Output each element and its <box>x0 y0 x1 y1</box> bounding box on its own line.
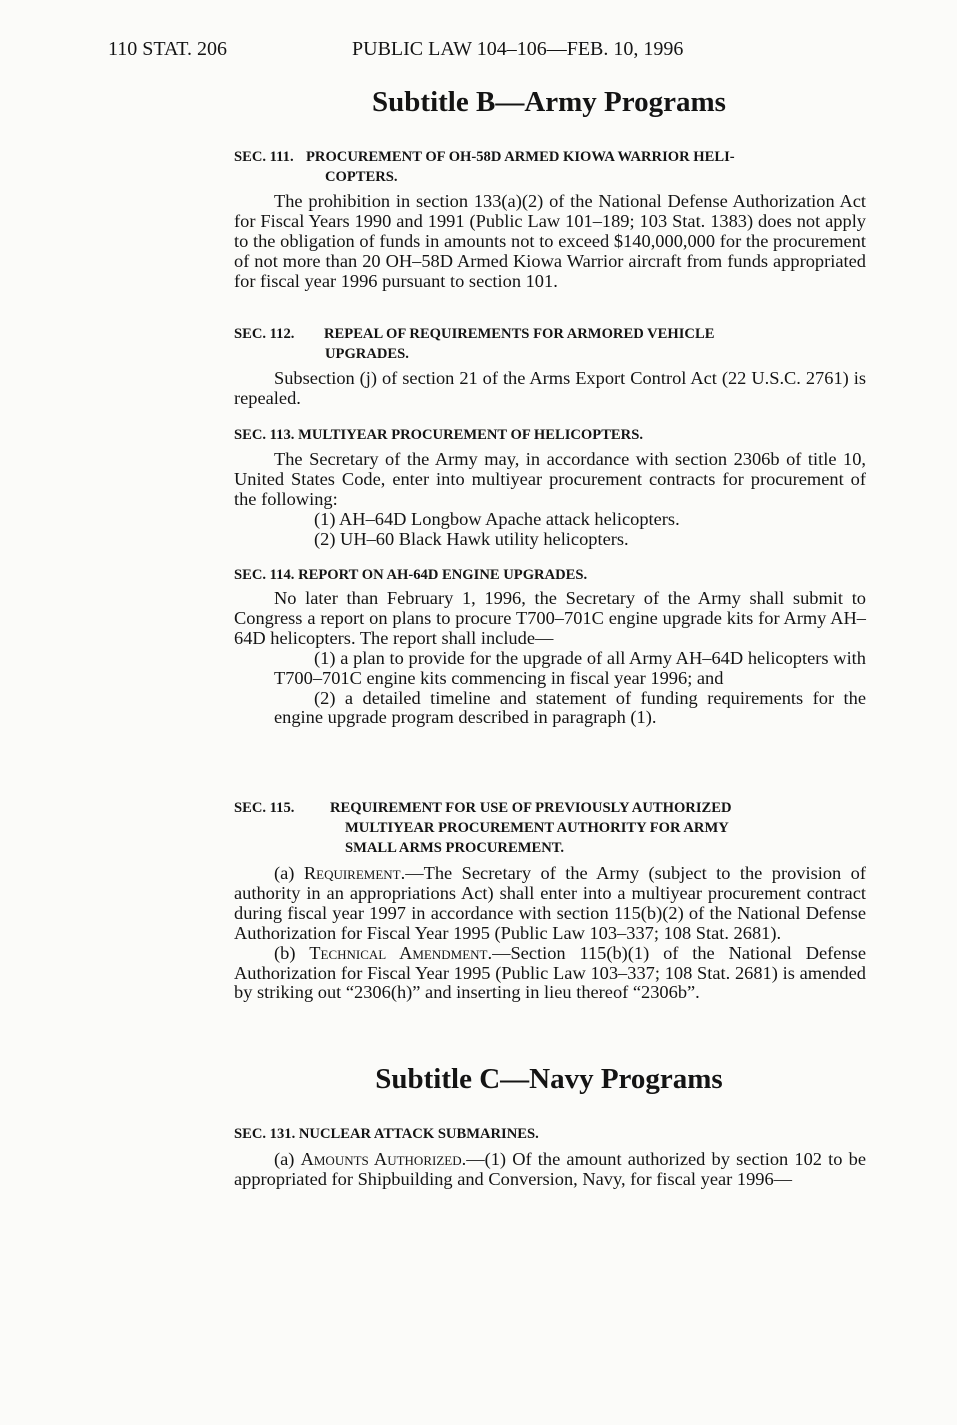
sec-111-body <box>234 192 866 292</box>
sec-131-body <box>234 1150 866 1190</box>
sec-114-body <box>234 589 866 728</box>
sec-113-item-2: (2) UH–60 Black Hawk utility helicopters. <box>314 528 629 549</box>
sec-114-paragraph: No later than February 1, 1996, the Secretary of the Army shall submit to Congress a report on plans to procure T700–701C engine upgrade kits for Army AH–64D helicopters. The report shall include— <box>234 588 866 648</box>
sec-114-heading <box>234 566 866 585</box>
sec-112-paragraph: Subsection (j) of section 21 of the Arms Export Control Act (22 U.S.C. 2761) is repealed. <box>234 368 866 408</box>
sec-113-number: SEC. 113. <box>234 427 295 443</box>
sec-113-item-1: (1) AH–64D Longbow Apache attack helicopters. <box>314 508 680 529</box>
sec-131-subsection-a: (a) Amounts Authorized.—(1) Of the amount authorized by section 102 to be appropriated for Shipbuilding and Conversion, Navy, for fiscal year 1996— <box>234 1149 866 1189</box>
public-law-header: PUBLIC LAW 104–106—FEB. 10, 1996 <box>352 38 684 60</box>
sec-113-heading <box>234 426 866 445</box>
sec-111-heading <box>234 148 866 187</box>
sec-131-heading <box>234 1125 866 1144</box>
sec-131-number: SEC. 131. <box>234 1126 296 1142</box>
sec-115-subsection-a: (a) Requirement.—The Secretary of the Army (subject to the provision of authority in an appropriations Act) shall enter into a multiyear procurement contract during fiscal year 1997 in accordance with section 115(b)(2) of the National Defense Authorization for Fiscal Year 1995 (Public Law 103–337; 108 Stat. 2681). <box>234 863 866 943</box>
sec-115-heading <box>234 799 866 858</box>
subtitle-c-heading: Subtitle C—Navy Programs <box>375 1063 723 1095</box>
sec-114-item-1: (1) a plan to provide for the upgrade of all Army AH–64D helicopters with T700–701C engine kits commencing in fiscal year 1996; and <box>274 647 866 688</box>
sec-113-body <box>234 450 866 550</box>
sec-115-b-heading: Technical Amendment. <box>309 942 493 963</box>
sec-115-number: SEC. 115. <box>234 800 295 816</box>
sec-114-title: REPORT ON AH-64D ENGINE UPGRADES. <box>298 567 588 583</box>
sec-115-title-line3: SMALL ARMS PROCUREMENT. <box>345 840 565 856</box>
sec-114-item-2: (2) a detailed timeline and statement of funding requirements for the engine upgrade program described in paragraph (1). <box>274 687 866 728</box>
sec-111-paragraph: The prohibition in section 133(a)(2) of the National Defense Authorization Act for Fiscal Years 1990 and 1991 (Public Law 101–189; 103 Stat. 1383) does not apply to the obligation of funds in amounts not to exceed $140,000,000 for the procurement of not more than 20 OH–58D Armed Kiowa Warrior aircraft from funds appropriated for fiscal year 1996 pursuant to section 101. <box>234 191 866 291</box>
sec-131-title: NUCLEAR ATTACK SUBMARINES. <box>298 1126 539 1142</box>
sec-115-body <box>234 864 866 1003</box>
sec-112-title-line2: UPGRADES. <box>325 346 409 362</box>
sec-114-number: SEC. 114. <box>234 567 295 583</box>
sec-112-heading <box>234 325 866 364</box>
sec-115-subsection-b: (b) Technical Amendment.—Section 115(b)(1) of the National Defense Authorization for Fiscal Year 1995 (Public Law 103–337; 108 Stat. 2681) is amended by striking out “2306(h)” and inserting in lieu thereof “2306b”. <box>234 942 866 1003</box>
sec-113-paragraph: The Secretary of the Army may, in accordance with section 2306b of title 10, United States Code, enter into multiyear procurement contracts for procurement of the following: <box>234 449 866 509</box>
sec-111-number: SEC. 111. <box>234 149 294 165</box>
sec-111-title-line2: COPTERS. <box>325 169 398 185</box>
sec-115-title-line2: MULTIYEAR PROCUREMENT AUTHORITY FOR ARMY <box>345 820 729 836</box>
stat-reference: 110 STAT. 206 <box>108 38 227 60</box>
sec-115-title-line1: REQUIREMENT FOR USE OF PREVIOUSLY AUTHORIZED <box>330 800 732 816</box>
sec-112-number: SEC. 112. <box>234 326 295 342</box>
sec-112-title-line1: REPEAL OF REQUIREMENTS FOR ARMORED VEHICLE <box>324 326 715 342</box>
subtitle-b-heading: Subtitle B—Army Programs <box>372 86 726 118</box>
sec-112-body <box>234 369 866 409</box>
sec-113-title: MULTIYEAR PROCUREMENT OF HELICOPTERS. <box>298 427 643 443</box>
sec-111-title-line1: PROCUREMENT OF OH-58D ARMED KIOWA WARRIOR HELI- <box>306 149 735 165</box>
sec-115-a-heading: Requirement. <box>303 863 406 883</box>
sec-131-a-heading: Amounts Authorized. <box>300 1149 467 1169</box>
